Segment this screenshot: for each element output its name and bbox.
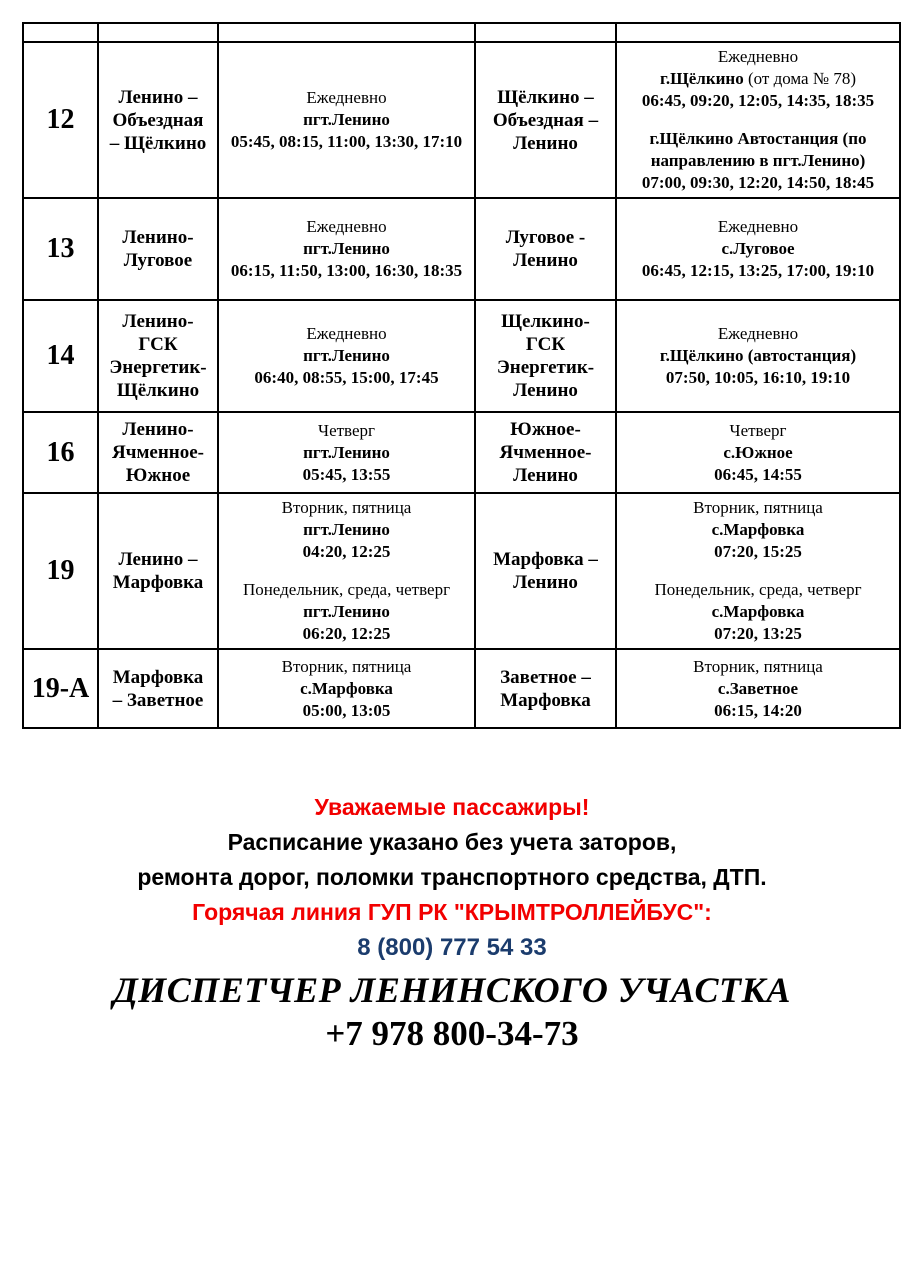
route-number: 19-А <box>23 649 98 728</box>
schedule-times: 06:40, 08:55, 15:00, 17:45 <box>254 368 439 387</box>
schedule-day: Ежедневно <box>717 47 799 66</box>
table-row <box>23 493 900 649</box>
table-spacer-row <box>23 23 900 42</box>
table-row <box>23 412 900 493</box>
schedule-times: 07:20, 15:25 <box>714 542 802 561</box>
schedule-place: г.Щёлкино Автостанция (по направлению в пгт.Ленино) <box>649 129 867 170</box>
schedule-day: Ежедневно <box>717 217 799 236</box>
schedule-day: Ежедневно <box>717 324 799 343</box>
schedule-times: 05:45, 08:15, 11:00, 13:30, 17:10 <box>230 132 463 151</box>
dispatcher-phone-number: +7 978 800-34-73 <box>325 1014 579 1053</box>
schedule-day: Вторник, пятница <box>281 656 412 676</box>
schedule-times: 07:00, 09:30, 12:20, 14:50, 18:45 <box>641 173 875 192</box>
line-gap <box>619 563 897 579</box>
line-gap <box>221 563 472 579</box>
schedule-day: Вторник, пятница <box>693 656 823 676</box>
schedule-forward-cell <box>218 412 475 493</box>
schedule-times: 04:20, 12:25 <box>302 542 391 561</box>
spacer-cell <box>23 23 98 42</box>
table-row <box>23 198 900 300</box>
direction-forward: Ленино – Объездная – Щёлкино <box>98 42 218 198</box>
route-number: 14 <box>23 300 98 412</box>
table-row <box>23 649 900 728</box>
schedule-place: с.Южное <box>723 442 793 462</box>
schedule-forward-cell <box>218 649 475 728</box>
direction-forward: Ленино-ГСК Энергетик-Щёлкино <box>98 300 218 412</box>
schedule-place: пгт.Ленино <box>303 110 390 129</box>
schedule-place: пгт.Ленино <box>303 520 390 539</box>
schedule-day: Ежедневно <box>306 324 387 343</box>
schedule-place: пгт.Ленино <box>303 239 390 258</box>
hotline-phone-number: 8 (800) 777 54 33 <box>357 934 547 961</box>
schedule-times: 07:50, 10:05, 16:10, 19:10 <box>665 368 851 387</box>
direction-forward: Ленино – Марфовка <box>98 493 218 649</box>
bus-schedule-table <box>22 22 901 729</box>
schedule-place: пгт.Ленино <box>303 442 390 462</box>
direction-back: Заветное – Марфовка <box>475 649 616 728</box>
schedule-day: Вторник, пятница <box>281 498 412 517</box>
schedule-times: 05:45, 13:55 <box>302 464 391 484</box>
spacer-cell <box>98 23 218 42</box>
table-row <box>23 42 900 198</box>
schedule-times: 07:20, 13:25 <box>714 624 802 643</box>
route-number: 19 <box>23 493 98 649</box>
hotline-label: Горячая линия ГУП РК "КРЫМТРОЛЛЕЙБУС": <box>192 899 712 925</box>
schedule-times: 06:15, 11:50, 13:00, 16:30, 18:35 <box>230 261 463 280</box>
line-gap <box>619 112 897 128</box>
schedule-back-cell <box>616 412 900 493</box>
schedule-forward-cell <box>218 300 475 412</box>
direction-back: Луговое - Ленино <box>475 198 616 300</box>
schedule-forward-cell <box>218 493 475 649</box>
schedule-times: 06:45, 14:55 <box>714 464 802 484</box>
route-number: 13 <box>23 198 98 300</box>
table-row <box>23 300 900 412</box>
direction-back: Щелкино-ГСК Энергетик-Ленино <box>475 300 616 412</box>
schedule-place: г.Щёлкино (автостанция) <box>659 346 857 365</box>
schedule-day: Понедельник, среда, четверг <box>654 580 862 599</box>
spacer-cell <box>218 23 475 42</box>
schedule-back-cell <box>616 493 900 649</box>
schedule-forward-cell <box>218 198 475 300</box>
schedule-times: 06:15, 14:20 <box>714 700 802 720</box>
direction-forward: Ленино-Луговое <box>98 198 218 300</box>
schedule-back-cell <box>616 300 900 412</box>
schedule-back-cell <box>616 649 900 728</box>
schedule-place: с.Марфовка <box>711 602 805 621</box>
footer-notice-block <box>0 793 904 1056</box>
direction-back: Щёлкино – Объездная – Ленино <box>475 42 616 198</box>
schedule-back-cell <box>616 42 900 198</box>
schedule-times: 06:45, 09:20, 12:05, 14:35, 18:35 <box>641 91 875 110</box>
direction-forward: Марфовка – Заветное <box>98 649 218 728</box>
schedule-day: Ежедневно <box>306 88 387 107</box>
dispatcher-title: ДИСПЕТЧЕР ЛЕНИНСКОГО УЧАСТКА <box>113 970 791 1010</box>
schedule-day: Четверг <box>729 420 787 440</box>
schedule-place: пгт.Ленино <box>303 602 390 621</box>
schedule-place: с.Марфовка <box>300 678 393 698</box>
passengers-notice-title: Уважаемые пассажиры! <box>314 794 590 820</box>
schedule-place: с.Марфовка <box>711 520 805 539</box>
schedule-forward-cell <box>218 42 475 198</box>
schedule-times: 06:20, 12:25 <box>302 624 391 643</box>
direction-back: Марфовка – Ленино <box>475 493 616 649</box>
schedule-day: Вторник, пятница <box>693 498 823 517</box>
schedule-day: Понедельник, среда, четверг <box>242 580 451 599</box>
schedule-place: с.Луговое <box>721 239 795 258</box>
schedule-back-cell <box>616 198 900 300</box>
spacer-cell <box>475 23 616 42</box>
schedule-place: с.Заветное <box>717 678 799 698</box>
schedule-day: Ежедневно <box>306 217 387 236</box>
spacer-cell <box>616 23 900 42</box>
schedule-place: пгт.Ленино <box>303 346 390 365</box>
direction-forward: Ленино-Ячменное-Южное <box>98 412 218 493</box>
schedule-place-note: (от дома № 78) <box>747 69 856 88</box>
notice-line-1: Расписание указано без учета заторов, <box>227 829 677 855</box>
direction-back: Южное-Ячменное-Ленино <box>475 412 616 493</box>
schedule-day: Четверг <box>318 420 375 440</box>
schedule-place: г.Щёлкино (от дома № 78) <box>660 69 856 88</box>
route-number: 16 <box>23 412 98 493</box>
schedule-times: 06:45, 12:15, 13:25, 17:00, 19:10 <box>641 261 875 280</box>
notice-line-2: ремонта дорог, поломки транспортного средства, ДТП. <box>137 864 767 890</box>
schedule-times: 05:00, 13:05 <box>302 700 391 720</box>
route-number: 12 <box>23 42 98 198</box>
